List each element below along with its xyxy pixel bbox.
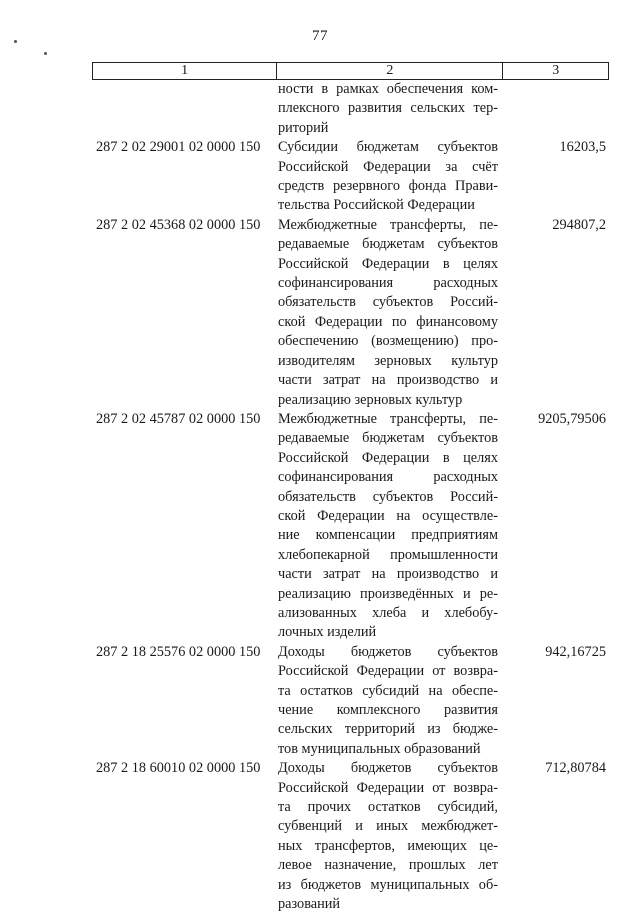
desc-line: Российской Федерации за счёт [278,158,498,175]
desc-line: редаваемые бюджетам субъектов [278,236,498,253]
desc-line: ных трансфертов, имеющих це- [278,837,498,854]
desc-line: та прочих остатков субсидий, [278,799,498,816]
desc-line: Российской Федерации в целях [278,449,498,466]
row-value: 294807,2 [552,216,606,233]
scan-speck [44,52,47,55]
table-row [96,138,612,216]
desc-line: софинансирования расходных [278,275,498,292]
table-row [96,643,612,759]
desc-line: Российской Федерации в целях [278,255,498,272]
row-code: 287 2 18 60010 02 0000 150 [96,760,261,777]
desc-line: ализованных хлеба и хлебобу- [278,604,498,621]
row-value: 942,16725 [545,643,606,660]
table-row [96,216,612,410]
desc-line: левое назначение, прошлых лет [278,857,498,874]
desc-line: Доходы бюджетов субъектов [278,760,498,777]
desc-line: Доходы бюджетов субъектов [278,643,498,660]
row-description [278,216,498,410]
desc-line: софинансирования расходных [278,469,498,486]
row-value [498,80,612,138]
row-value: 9205,79506 [538,410,606,427]
desc-line: реализацию произведённых и ре- [278,585,498,602]
desc-line: обеспечению (возмещению) про- [278,333,498,350]
desc-line: тов муниципальных образований [278,740,481,757]
desc-line: средств резервного фонда Прави- [278,178,498,195]
row-value: 16203,5 [559,139,606,156]
desc-line: Российской Федерации от возвра- [278,663,498,680]
table-header [92,62,609,80]
desc-line: Межбюджетные трансферты, пе- [278,410,498,427]
row-code: 287 2 02 29001 02 0000 150 [96,139,261,156]
desc-line: Межбюджетные трансферты, пе- [278,216,498,233]
desc-line: изводителям зерновых культур [278,352,498,369]
table-row [96,759,612,914]
row-value: 712,80784 [545,760,606,777]
row-description [278,410,498,643]
row-code: 287 2 18 25576 02 0000 150 [96,643,261,660]
desc-line: чение комплексного развития [278,702,498,718]
desc-line: редаваемые бюджетам субъектов [278,430,498,447]
row-description [278,643,498,759]
table-row [96,410,612,643]
row-code: 287 2 02 45787 02 0000 150 [96,410,261,427]
desc-line: из бюджетов муниципальных об- [278,876,498,893]
header-col-1: 1 [93,63,277,79]
desc-line: части затрат на производство и [278,566,498,583]
desc-line: ности в рамках обеспечения ком- [278,81,498,97]
row-description [278,759,498,914]
desc-line: реализацию зерновых культур [278,391,463,408]
desc-line: обязательств субъектов Россий- [278,294,498,311]
scan-speck [14,40,17,43]
desc-line: обязательств субъектов Россий- [278,488,498,505]
row-description [278,80,498,138]
desc-line: та остатков субсидий на обеспе- [278,682,498,699]
header-col-2: 2 [277,63,503,79]
desc-line: сельских территорий из бюдже- [278,721,498,738]
desc-line: лочных изделий [278,624,377,641]
continuation-row [96,80,612,138]
desc-line: Российской Федерации от возвра- [278,779,498,796]
desc-line: тельства Российской Федерации [278,197,475,214]
desc-line: Субсидии бюджетам субъектов [278,139,498,156]
page-number: 77 [312,28,328,44]
desc-line: разований [278,896,341,913]
header-col-3: 3 [552,63,560,78]
table-body [96,80,612,914]
desc-line: ние компенсации предприятиям [278,527,498,544]
desc-line: хлебопекарной промышленности [278,546,498,563]
row-code [96,80,278,138]
desc-line: ской Федерации на осуществле- [278,507,498,524]
row-code: 287 2 02 45368 02 0000 150 [96,216,261,233]
desc-line: субвенций и иных межбюджет- [278,818,498,835]
row-description [278,138,498,216]
desc-line: плексного развития сельских тер- [278,100,498,117]
desc-line: части затрат на производство и [278,372,498,389]
desc-line: риторий [278,119,329,136]
desc-line: ской Федерации по финансовому [278,313,498,330]
